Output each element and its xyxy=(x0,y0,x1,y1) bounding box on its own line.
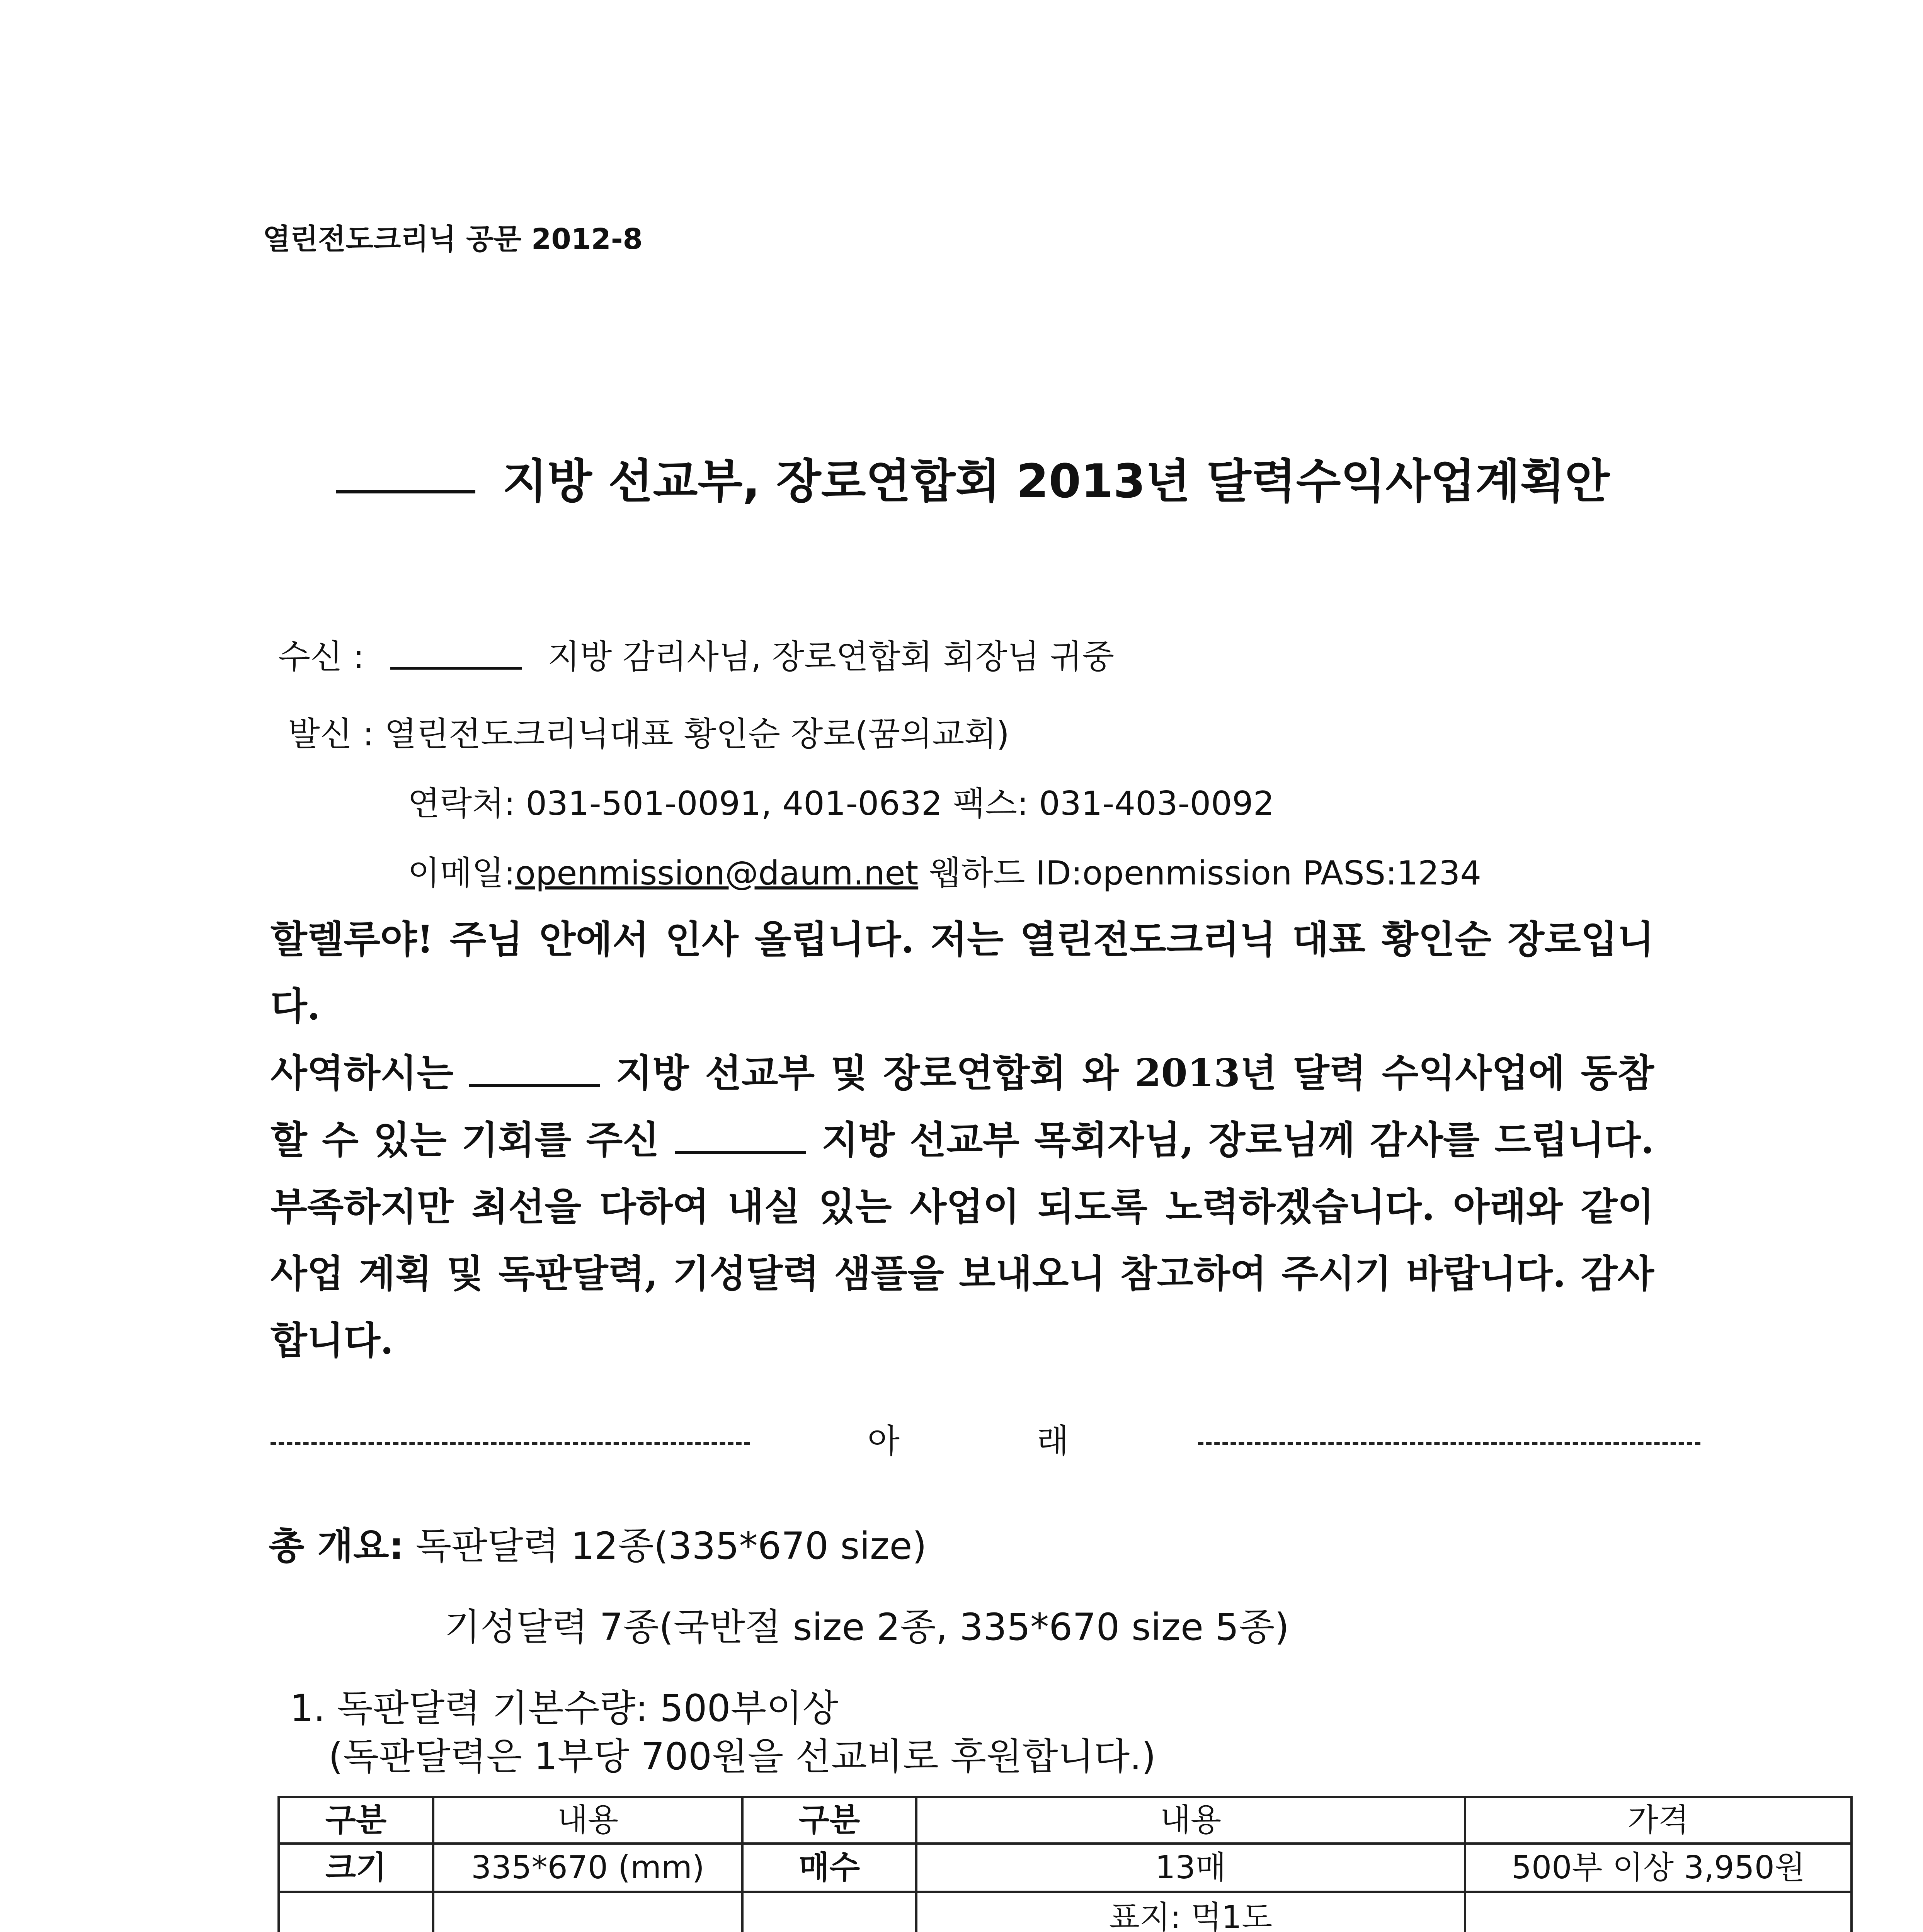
district-blank-1 xyxy=(469,1084,600,1087)
table-row xyxy=(279,1844,1852,1892)
district-blank-2 xyxy=(675,1151,806,1154)
separator-right-char: 래 xyxy=(1036,1422,1069,1461)
email-label: 이메일: xyxy=(408,854,516,893)
thanks-text-a: 사역하시는 xyxy=(271,1051,454,1095)
thanks-text-c: 지방 선교부 목회자님, 장로님께 감사를 드립니다. 부족하지만 최선을 다하여 내실 있는 사업이 되도록 노력하겠습니다. 아래와 같이 사업 계획 및 독판달력, 기성달력 샘플을 보내오니 참고하여 주시기 바랍니다. 감사합니다. xyxy=(271,1118,1654,1363)
separator-dash-right xyxy=(1198,1442,1700,1445)
sender-text: 열린전도크리닉대표 황인순 장로(꿈의교회) xyxy=(384,715,1009,753)
contact-line: 연락처: 031-501-0091, 401-0632 팩스: 031-403-0092 xyxy=(408,784,1275,823)
header-cell: 내용 xyxy=(916,1797,1465,1844)
email-link[interactable]: openmission@daum.net xyxy=(515,854,919,893)
table-cell xyxy=(742,1892,916,1932)
below-separator xyxy=(271,1414,1700,1462)
header-cell: 구분 xyxy=(279,1797,433,1844)
thanks-text-b: 지방 선교부 및 장로연합회 와 2013년 달력 수익사업에 동참할 수 있는 기회를 주신 xyxy=(271,1051,1654,1162)
webhard-info: 웹하드 ID:openmission PASS:1234 xyxy=(929,854,1482,893)
table-cell xyxy=(1465,1892,1852,1932)
overview-item-2: 기성달력 7종(국반절 size 2종, 335*670 size 5종) xyxy=(444,1605,1289,1649)
separator-left-char: 아 xyxy=(867,1422,900,1461)
recipient-line xyxy=(278,630,1114,678)
cell-line: 표지: 먹1도 xyxy=(1109,1899,1273,1932)
table-row xyxy=(279,1892,1852,1932)
recipient-label: 수신 : xyxy=(278,638,364,676)
sender-label: 발신 : xyxy=(288,715,374,753)
table-cell: 500부 이상 3,950원 xyxy=(1465,1844,1852,1892)
title-blank-line xyxy=(336,490,475,493)
header-cell: 구분 xyxy=(742,1797,916,1844)
separator-dash-left xyxy=(271,1442,750,1445)
table-cell xyxy=(279,1892,433,1932)
overview-label: 총 개요: xyxy=(269,1524,404,1568)
email-line xyxy=(408,846,1481,894)
recipient-blank xyxy=(390,667,522,670)
recipient-text: 지방 감리사님, 장로연합회 회장님 귀중 xyxy=(548,638,1115,676)
table-cell: 매수 xyxy=(742,1844,916,1892)
sender-line xyxy=(288,707,1009,755)
table-cell: 크기 xyxy=(279,1844,433,1892)
table-cell: 13매 xyxy=(916,1844,1465,1892)
greeting-paragraph: 할렐루야! 주님 안에서 인사 올립니다. 저는 열린전도크리닉 대표 황인순 장로입니다. xyxy=(271,917,1654,1029)
table-cell xyxy=(433,1892,742,1932)
header-cell: 내용 xyxy=(433,1797,742,1844)
overview-line-1 xyxy=(269,1517,927,1570)
section-1-heading: 1. 독판달력 기본수량: 500부이상 xyxy=(290,1687,838,1730)
section-1-subheading: (독판달력은 1부당 700원을 선교비로 후원합니다.) xyxy=(328,1735,1156,1778)
calendar-spec-table xyxy=(277,1796,1853,1932)
table-cell xyxy=(916,1892,1465,1932)
table-header-row xyxy=(279,1797,1852,1844)
greeting-body xyxy=(271,906,1654,1374)
table-cell: 335*670 (mm) xyxy=(433,1844,742,1892)
thanks-paragraph xyxy=(271,1040,1654,1374)
header-cell: 가격 xyxy=(1465,1797,1852,1844)
document-id: 열린전도크리닉 공문 2012-8 xyxy=(263,223,643,256)
title-text: 지방 선교부, 장로연합회 2013년 달력수익사업계획안 xyxy=(502,455,1610,509)
overview-item-1: 독판달력 12종(335*670 size) xyxy=(415,1524,927,1568)
document-title xyxy=(336,444,1610,511)
